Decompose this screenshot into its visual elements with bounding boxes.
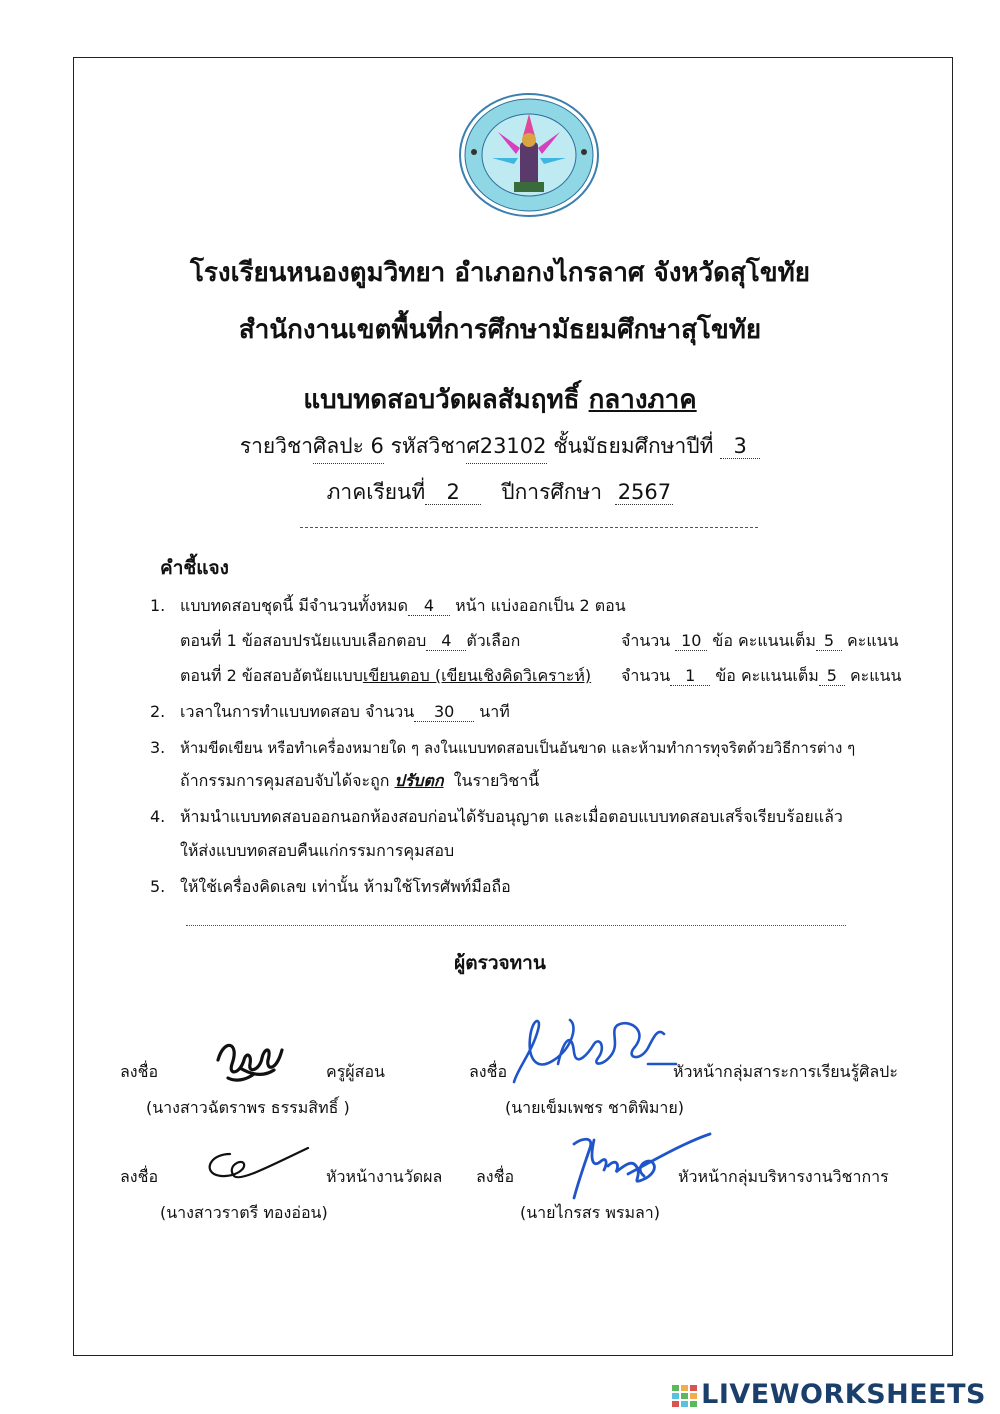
name-teacher: (นางสาวฉัตราพร ธรรมสิทธิ์ ) (146, 1098, 350, 1117)
term-line (0, 476, 1000, 509)
year-label: ปีการศึกษา (501, 480, 603, 504)
sign-label: ลงชื่อ (469, 1062, 508, 1081)
instruction-item-1: 1. แบบทดสอบชุดนี้ มีจำนวนทั้งหมด 4 หน้า แบ่งออกเป็น 2 ตอน (150, 596, 626, 615)
grade-label: ชั้นมัธยมศึกษาปีที่ (553, 434, 714, 458)
instruction-item-4: 4. ห้ามนำแบบทดสอบออกนอกห้องสอบก่อนได้รับอนุญาต และเมื่อตอบแบบทดสอบเสร็จเรียบร้อยแล้ว (150, 807, 843, 826)
term-value: 2 (425, 480, 481, 505)
sign-label: ลงชื่อ (476, 1167, 515, 1186)
pages-count: 4 (408, 596, 450, 616)
year-value: 2567 (615, 480, 673, 505)
header-divider (300, 527, 758, 528)
instruction-item-3: 3. ห้ามขีดเขียน หรือทำเครื่องหมายใด ๆ ลงในแบบทดสอบเป็นอันขาด และห้ามทำการทุจริตด้วยวิธีการต่าง ๆ (150, 738, 856, 757)
role-academic-head: หัวหน้ากลุ่มบริหารงานวิชาการ (678, 1167, 889, 1186)
part-1-score: จำนวน 10 ข้อ คะแนนเต็ม 5 คะแนน (621, 631, 899, 650)
instruction-item-3-line-2: ถ้ากรรมการคุมสอบจับได้จะถูก ปรับตก ในรายวิชานี้ (180, 771, 540, 790)
signature-measurement-head (200, 1144, 312, 1190)
liveworksheets-watermark (672, 1379, 986, 1410)
subject-label: รายวิชา (239, 434, 314, 458)
school-name: โรงเรียนหนองตูมวิทยา อำเภอกงไกรลาศ จังหวัดสุโขทัย (189, 258, 811, 288)
part-1-full-score: 5 (816, 631, 842, 651)
time-minutes: 30 (414, 702, 474, 722)
instruction-item-5: 5. ให้ใช้เครื่องคิดเลข เท่านั้น ห้ามใช้โทรศัพท์มือถือ (150, 877, 511, 896)
role-teacher: ครูผู้สอน (326, 1062, 385, 1081)
instructions-divider (186, 925, 846, 926)
choices-count: 4 (426, 631, 466, 651)
penalty-text: ปรับตก (394, 771, 444, 790)
code-label: รหัสวิชา (390, 434, 467, 458)
part-2-count: 1 (670, 666, 710, 686)
part-2-type: เขียนตอบ (เขียนเชิงคิดวิเคราะห์) (362, 666, 592, 685)
instructions-heading: คำชี้แจง (160, 557, 229, 579)
instruction-item-4-line-2: ให้ส่งแบบทดสอบคืนแก่กรรมการคุมสอบ (180, 841, 455, 860)
grade-value: 3 (720, 434, 760, 459)
signature-teacher (210, 1030, 290, 1086)
term-label: ภาคเรียนที่ (326, 480, 426, 504)
exam-title: แบบทดสอบวัดผลสัมฤทธิ์ (303, 385, 580, 415)
name-academic-head: (นายไกรสร พรมลา) (520, 1203, 661, 1222)
subject-line (0, 430, 1000, 464)
sign-label: ลงชื่อ (120, 1062, 159, 1081)
part-2-full-score: 5 (819, 666, 845, 686)
name-art-head: (นายเข็มเพชร ชาติพิมาย) (505, 1098, 684, 1117)
role-measurement-head: หัวหน้างานวัดผล (326, 1167, 443, 1186)
code-value: ศ23102 (466, 430, 546, 464)
exam-type: กลางภาค (588, 385, 697, 415)
role-art-head: หัวหน้ากลุ่มสาระการเรียนรู้ศิลปะ (673, 1062, 898, 1081)
part-1-line: ตอนที่ 1 ข้อสอบปรนัยแบบเลือกตอบ 4 ตัวเลือก (180, 631, 521, 650)
exam-title-line (0, 379, 1000, 420)
school-emblem-icon (458, 92, 600, 218)
instruction-item-2: 2. เวลาในการทำแบบทดสอบ จำนวน 30 นาที (150, 702, 510, 721)
watermark-text: LIVEWORKSHEETS (701, 1379, 986, 1410)
subject-value: ศิลปะ 6 (313, 430, 384, 464)
part-2-line: ตอนที่ 2 ข้อสอบอัตนัยแบบเขียนตอบ (เขียนเชิงคิดวิเคราะห์) (180, 666, 592, 685)
liveworksheets-logo-icon (672, 1385, 698, 1407)
name-measurement-head: (นางสาวราตรี ทองอ่อน) (160, 1203, 328, 1222)
reviewers-heading: ผู้ตรวจทาน (454, 952, 546, 974)
office-name: สำนักงานเขตพื้นที่การศึกษามัธยมศึกษาสุโขทัย (238, 315, 762, 345)
part-1-count: 10 (675, 631, 707, 651)
sign-label: ลงชื่อ (120, 1167, 159, 1186)
part-2-score: จำนวน 1 ข้อ คะแนนเต็ม 5 คะแนน (621, 666, 902, 685)
signature-art-head (508, 1008, 678, 1090)
